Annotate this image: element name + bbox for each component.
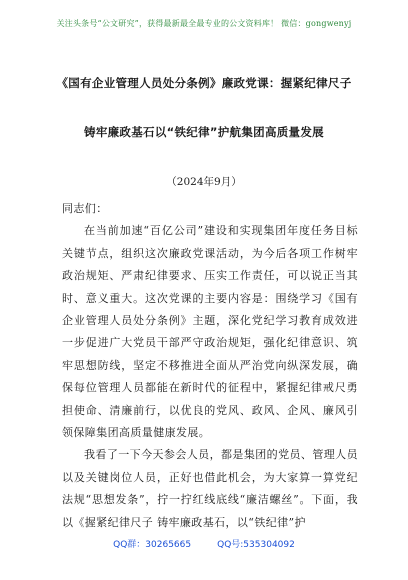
document-title-line-1: 《国有企业管理人员处分条例》廉政党课：握紧纪律尺子 — [56, 76, 352, 90]
footer-contact — [0, 537, 408, 550]
document-title-line-2: 铸牢廉政基石以“铁纪律”护航集团高质量发展 — [84, 125, 324, 139]
footer-qq-number: QQ号:535304092 — [217, 540, 295, 550]
salutation: 同志们： — [62, 202, 108, 215]
paragraph-2: 我看了一下今天参会人员，都是集团的党员、管理人员以及关键岗位人员，正好也借此机会，为大家算一算党纪法规“思想发条”，拧一拧红线底线“廉洁螺丝”。下面，我以《握紧纪律尺子 铸牢廉政基石，以“铁纪律”护 — [62, 448, 358, 529]
document-date: （2024年9月） — [166, 176, 242, 188]
header-banner: 关注头条号“公文研究”，获得最新最全最专业的公文资料库！ 微信：gongwenyj — [56, 19, 352, 28]
footer-qq-group: QQ群：30265665 — [113, 540, 192, 550]
paragraph-1: 在当前加速“百亿公司”建设和实现集团年度任务目标关键节点，组织这次廉政党课活动，为今后各项工作树牢政治规矩、严肃纪律要求、压实工作责任，可以说正当其时、意义重大。这次党课的主要内容是：围绕学习《国有企业管理人员处分条例》主题，深化党纪学习教育成效进一步促进广大党员干部严守政治规矩，强化纪律意识、筑牢思想防线，坚定不移推进全面从严治党向纵深发展，确保每位管理人员都能在新时代的征程中，紧握纪律戒尺勇担使命、清廉前行，以优良的党风、政风、企风、廉风引领保障集团高质量健康发展。 — [62, 224, 358, 440]
document-body — [62, 198, 358, 534]
